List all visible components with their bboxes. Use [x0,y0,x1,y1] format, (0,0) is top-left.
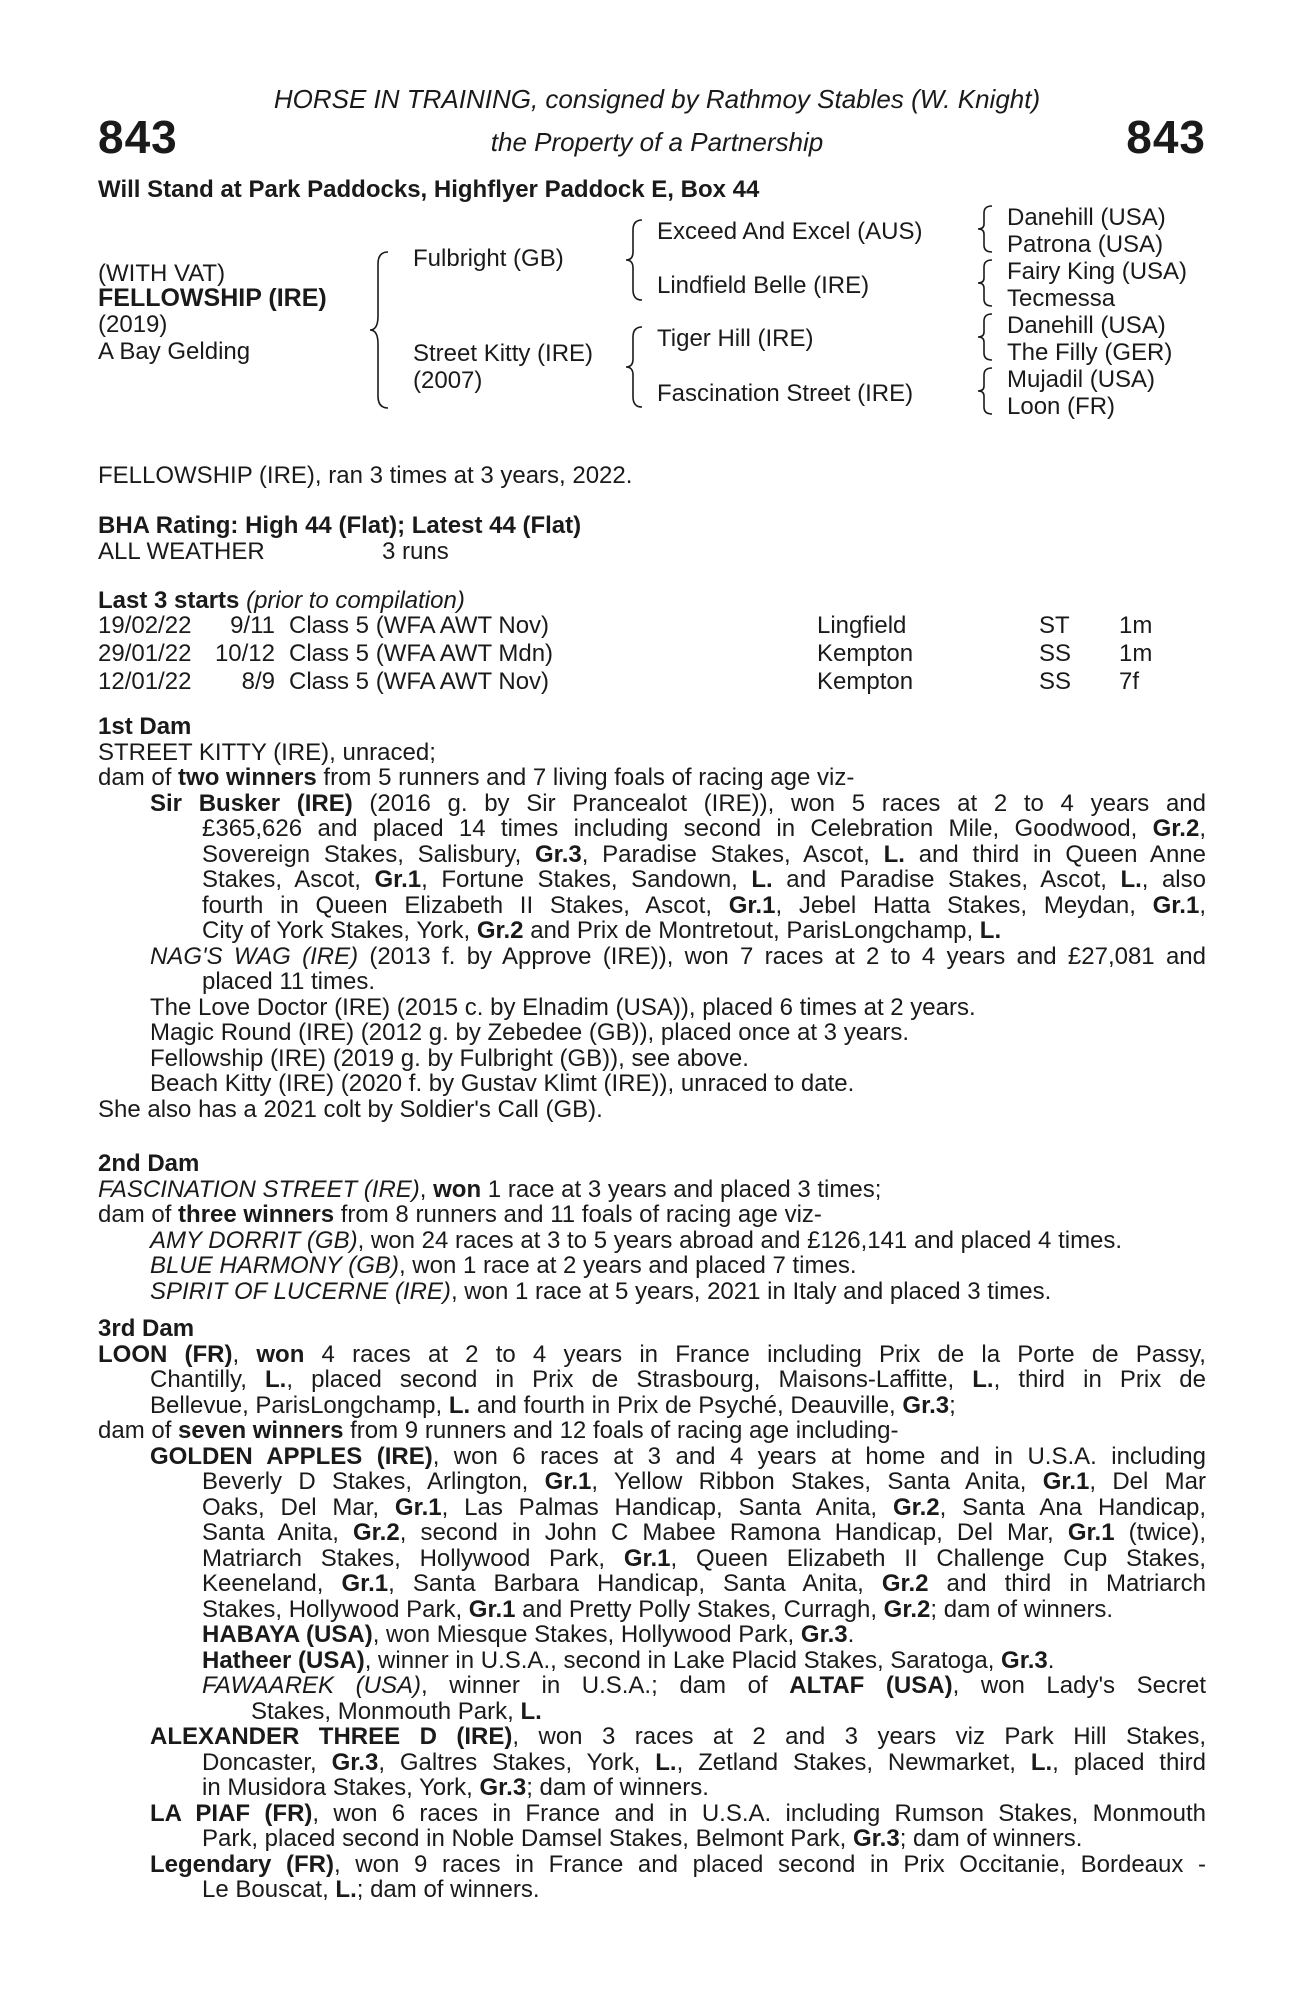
text: , Fortune Stakes, Sandown, [421,866,752,893]
text: , [1199,891,1206,919]
text: 1 race at 3 years and placed 3 times; [481,1175,882,1203]
pedigree-brace-sire [624,218,646,302]
text: Stakes, Monmouth Park, [251,1697,521,1725]
grade: L. [448,1391,471,1419]
text: , winner in U.S.A., second in Lake Placid Stakes, Saratoga, [364,1646,1002,1674]
text: £365,626 and placed 14 times including second in Celebration Mile, Goodwood, [202,815,1153,842]
text: , won 24 races at 3 to 5 years abroad and £126,141 and placed 4 times. [357,1226,1123,1254]
grade: Gr.3 [800,1621,848,1648]
progeny-line [98,1750,1206,1776]
grade: Gr.2 [881,1570,929,1597]
consignment-line: HORSE IN TRAINING, consigned by Rathmoy Stables (W. Knight) [273,84,1041,114]
text: Santa Anita, [202,1519,353,1546]
progeny-entry [98,1279,1206,1305]
pedigree-g4-6: The Filly (GER) [1007,339,1173,366]
grade: Gr.3 [902,1391,950,1419]
dam-name: FASCINATION STREET (IRE) [98,1175,420,1203]
text: ; dam of winners. [526,1774,709,1801]
text: , won 6 races at 3 and 4 years at home and in U.S.A. including [432,1442,1206,1470]
text: , Galtres Stakes, York, [378,1748,656,1776]
third-dam-section [98,1316,1206,1903]
progeny-entry [98,1801,1206,1827]
stand-location: Will Stand at Park Paddocks, Highflyer Paddock E, Box 44 [98,176,760,203]
text: Stakes, Ascot, [202,866,375,893]
text: and third in Queen Anne [904,840,1206,868]
pedigree-g4-7: Mujadil (USA) [1007,366,1156,393]
progeny-line [98,1546,1206,1572]
progeny-entry: The Love Doctor (IRE) (2015 c. by Elnadim (USA)), placed 6 times at 2 years. [150,993,976,1021]
horse-description: A Bay Gelding [98,338,251,365]
grade: Gr.2 [476,917,524,944]
last-starts-title: Last 3 starts [98,587,240,614]
text: , won Miesque Stakes, Hollywood Park, [372,1621,801,1648]
progeny-line [98,1469,1206,1495]
pedigree-dam: Street Kitty (IRE) [413,340,594,367]
won-label: won [433,1175,482,1203]
text: , won 6 races in France and in U.S.A. including Rumson Stakes, Monmouth [312,1799,1206,1827]
text: and Prix de Montretout, ParisLongchamp, [523,917,980,944]
text: , also [1141,866,1206,893]
grade: L. [1120,866,1142,893]
text: City of York Stakes, York, [202,917,477,944]
text: . [1047,1646,1055,1674]
start-race: Class 5 (WFA AWT Mdn) [289,640,554,667]
start-distance: 1m [1119,612,1153,639]
text: Park, placed second in Noble Damsel Stakes, Belmont Park, [202,1825,853,1852]
text: ; dam of winners. [899,1825,1083,1852]
progeny-name: HABAYA (USA) [202,1621,373,1648]
start-course: Kempton [817,640,914,667]
grade: Gr.1 [394,1493,442,1521]
grade: Gr.3 [479,1774,527,1801]
race-summary: FELLOWSHIP (IRE), ran 3 times at 3 years, 2022. [98,462,633,489]
pedigree-g4-4: Tecmessa [1007,285,1116,312]
progeny-line [98,1699,1206,1725]
grade: Gr.3 [331,1748,379,1776]
third-dam-produce-line [98,1418,1206,1444]
progeny-name: AMY DORRIT (GB) [150,1226,358,1254]
text: , won 9 races in France and placed second in Prix Occitanie, Bordeaux - [334,1850,1207,1878]
pedigree-brace-g4-1 [976,204,996,254]
text: dam of [98,1201,179,1228]
grade: Gr.1 [1067,1519,1115,1546]
won-label: won [256,1340,305,1368]
dam-name: LOON (FR) [98,1340,233,1368]
lot-number-right: 843 [1126,111,1206,163]
pedigree-dam-dam: Fascination Street (IRE) [657,380,914,407]
grade: L. [883,840,905,868]
text: Stakes, Hollywood Park, [202,1595,469,1623]
start-distance: 7f [1119,668,1140,695]
start-race: Class 5 (WFA AWT Nov) [289,668,550,695]
progeny-entry [98,1253,1206,1279]
text: , placed third [1052,1748,1206,1776]
text: and third in Matriarch [928,1570,1206,1597]
pedigree-g4-2: Patrona (USA) [1007,231,1164,258]
text: (2016 g. by Sir Prancealot (IRE)), won 5 races at 2 to 4 years and [352,789,1206,817]
property-line: the Property of a Partnership [490,127,824,157]
pedigree-g4-5: Danehill (USA) [1007,312,1166,339]
winners-count: three winners [178,1201,335,1228]
grade: Gr.2 [892,1493,940,1521]
text: Le Bouscat, [202,1876,336,1903]
start-course: Lingfield [817,612,907,639]
text: , Santa Barbara Handicap, Santa Anita, [388,1570,882,1597]
progeny-entry: Fellowship (IRE) (2019 g. by Fulbright (GB)), see above. [150,1044,749,1072]
text: , third in Prix de [993,1366,1206,1393]
third-dam-line [98,1367,1206,1393]
second-dam-line [98,1177,1206,1203]
text: Bellevue, ParisLongchamp, [150,1391,449,1419]
pedigree-brace-g4-2 [976,258,996,308]
text: , second in John C Mabee Ramona Handicap, Del Mar, [399,1519,1068,1546]
text: 4 races at 2 to 4 years in France including Prix de la Porte de Passy, [304,1340,1206,1368]
pedigree-brace-main [368,250,392,410]
text: ; dam of winners. [930,1595,1114,1623]
progeny-line [98,1571,1206,1597]
text: and fourth in Prix de Psyché, Deauville, [470,1391,903,1419]
grade: L. [979,917,1002,944]
text: in Musidora Stakes, York, [202,1774,480,1801]
progeny-name: GOLDEN APPLES (IRE) [150,1442,433,1470]
surface-label: ALL WEATHER [98,538,265,565]
pedigree-sire-sire: Exceed And Excel (AUS) [657,218,923,245]
progeny-line [98,1520,1206,1546]
text: dam of [98,1417,179,1444]
progeny-name: ALEXANDER THREE D (IRE) [150,1723,513,1750]
text: , [1199,815,1206,842]
start-course: Kempton [817,668,914,695]
text: , [232,1340,257,1368]
grade: Gr.1 [623,1544,671,1572]
start-going: SS [1039,668,1072,695]
third-dam-line [98,1393,1206,1419]
text: , Paradise Stakes, Ascot, [581,840,884,868]
progeny-line [98,867,1206,893]
first-dam-note: She also has a 2021 colt by Soldier's Call (GB). [98,1095,603,1123]
grade: L. [265,1366,287,1393]
text: , [419,1175,434,1203]
text: from 9 runners and 12 foals of racing age including- [343,1417,899,1444]
progeny-entry [98,944,1206,970]
grade: L. [655,1748,677,1776]
first-dam-line: STREET KITTY (IRE), unraced; [98,738,436,766]
grade: Gr.1 [1042,1468,1090,1495]
text: fourth in Queen Elizabeth II Stakes, Ascot, [202,891,729,919]
pedigree-sire-dam: Lindfield Belle (IRE) [657,272,870,299]
grade: L. [1030,1748,1053,1776]
text: , won 1 race at 2 years and placed 7 times. [398,1252,857,1279]
start-date: 12/01/22 [98,668,192,695]
text: from 5 runners and 7 living foals of racing age viz- [316,764,855,791]
grade: L. [335,1876,357,1903]
text: from 8 runners and 11 foals of racing age viz- [334,1201,822,1228]
start-date: 19/02/22 [98,612,192,639]
text: Keeneland, [202,1570,342,1597]
table-row [98,640,1152,668]
grade: Gr.3 [852,1825,900,1852]
text: , won 3 races at 2 and 3 years viz Park Hill Stakes, [512,1723,1207,1750]
start-distance: 1m [1119,640,1153,667]
grade: L. [520,1697,542,1725]
start-race: Class 5 (WFA AWT Nov) [289,612,550,639]
text: . [847,1621,855,1648]
horse-year: (2019) [98,311,168,338]
text: , Jebel Hatta Stakes, Meydan, [775,891,1153,919]
progeny-name: FAWAAREK (USA) [202,1672,421,1699]
first-dam-heading: 1st Dam [98,713,192,740]
text: , winner in U.S.A.; dam of [420,1672,790,1699]
pedigree-g4-3: Fairy King (USA) [1007,258,1188,285]
progeny-line [98,1775,1206,1801]
pedigree-g4-8: Loon (FR) [1007,393,1116,420]
grade: L. [751,866,773,893]
last-starts-heading [98,587,465,615]
progeny-line [98,918,1206,944]
grade: Gr.1 [468,1595,516,1623]
second-dam-section [98,1151,1206,1304]
pedigree-brace-g4-4 [976,366,996,416]
progeny-name: SPIRIT OF LUCERNE (IRE) [150,1277,451,1305]
text: and Paradise Stakes, Ascot, [772,866,1121,893]
progeny-name: Sir Busker (IRE) [150,789,353,817]
first-dam-produce-line [98,765,1206,791]
progeny-entry [98,1673,1206,1699]
third-dam-heading: 3rd Dam [98,1315,195,1342]
progeny-name: BLUE HARMONY (GB) [150,1252,399,1279]
progeny-line [98,842,1206,868]
progeny-name: Hatheer (USA) [202,1646,365,1674]
text: Beverly D Stakes, Arlington, [202,1468,545,1495]
text: (2013 f. by Approve (IRE)), won 7 races at 2 to 4 years and £27,081 and [358,942,1206,970]
horse-name: FELLOWSHIP (IRE) [98,284,327,312]
text: Sovereign Stakes, Salisbury, [202,840,536,868]
progeny-line [98,1597,1206,1623]
winners-count: seven winners [178,1417,344,1444]
progeny-line [98,893,1206,919]
text: , won Lady's Secret [952,1672,1206,1699]
progeny-line [98,816,1206,842]
grade: Gr.1 [341,1570,389,1597]
grade: Gr.1 [728,891,776,919]
winners-count: two winners [178,764,317,791]
progeny-name: ALTAF (USA) [789,1672,953,1699]
progeny-name: LA PIAF (FR) [150,1799,313,1827]
progeny-line [98,1877,1206,1903]
text: dam of [98,764,179,791]
pedigree-g4-1: Danehill (USA) [1007,204,1166,231]
second-dam-produce-line [98,1202,1206,1228]
progeny-line [98,1495,1206,1521]
progeny-entry [98,791,1206,817]
bha-rating: BHA Rating: High 44 (Flat); Latest 44 (Flat) [98,512,582,539]
grade: Gr.3 [535,840,582,868]
grade: Gr.1 [374,866,422,893]
third-dam-line [98,1342,1206,1368]
text: , Del Mar [1089,1468,1206,1495]
first-dam-section [98,714,1206,1122]
text: Chantilly, [150,1366,266,1393]
progeny-line: placed 11 times. [202,968,375,995]
text: , Santa Ana Handicap, [939,1493,1207,1521]
text: ; [949,1391,956,1419]
grade: Gr.2 [1152,815,1200,842]
text: , placed second in Prix de Strasbourg, Maisons-Laffitte, [286,1366,973,1393]
grade: L. [972,1366,994,1393]
start-date: 29/01/22 [98,640,192,667]
pedigree-sire: Fulbright (GB) [413,245,564,272]
text: and Pretty Polly Stakes, Curragh, [515,1595,884,1623]
text: Matriarch Stakes, Hollywood Park, [202,1544,624,1572]
progeny-entry: Magic Round (IRE) (2012 g. by Zebedee (GB)), placed once at 3 years. [150,1019,910,1046]
grade: Gr.1 [544,1468,592,1495]
pedigree-dam-year: (2007) [413,367,483,394]
text: , won 1 race at 5 years, 2021 in Italy and placed 3 times. [450,1277,1052,1305]
second-dam-heading: 2nd Dam [98,1150,200,1177]
progeny-entry [98,1648,1206,1674]
last-starts-table [98,612,1152,696]
progeny-entry [98,1622,1206,1648]
pedigree-brace-g4-3 [976,312,996,362]
text: Doncaster, [202,1748,332,1776]
text: , Zetland Stakes, Newmarket, [676,1748,1031,1776]
text: , Yellow Ribbon Stakes, Santa Anita, [591,1468,1043,1495]
vat-note: (WITH VAT) [98,260,226,287]
lot-number-left: 843 [98,111,178,163]
start-position: 10/12 [214,640,275,667]
table-row [98,668,1152,696]
text: , Queen Elizabeth II Challenge Cup Stakes, [670,1544,1207,1572]
surface-runs: 3 runs [382,538,449,565]
grade: Gr.2 [883,1595,931,1623]
last-starts-note: (prior to compilation) [246,587,465,614]
text: ; dam of winners. [356,1876,540,1903]
start-position: 9/11 [230,612,275,639]
start-going: ST [1039,612,1070,639]
text: (twice), [1114,1519,1206,1546]
pedigree-brace-dam [624,325,646,409]
grade: Gr.1 [1152,891,1200,919]
start-position: 8/9 [241,668,275,695]
pedigree-dam-sire: Tiger Hill (IRE) [657,325,814,352]
progeny-entry [98,1724,1206,1750]
progeny-entry: Beach Kitty (IRE) (2020 f. by Gustav Klimt (IRE)), unraced to date. [150,1070,855,1097]
progeny-line [98,1826,1206,1852]
text: , Las Palmas Handicap, Santa Anita, [441,1493,893,1521]
start-going: SS [1039,640,1072,667]
text: Oaks, Del Mar, [202,1493,395,1521]
progeny-name: Legendary (FR) [150,1850,334,1878]
progeny-entry [98,1444,1206,1470]
grade: Gr.2 [353,1519,400,1546]
progeny-entry [98,1852,1206,1878]
progeny-name: NAG'S WAG (IRE) [150,942,359,970]
grade: Gr.3 [1001,1646,1048,1674]
progeny-entry [98,1228,1206,1254]
table-row [98,612,1152,640]
